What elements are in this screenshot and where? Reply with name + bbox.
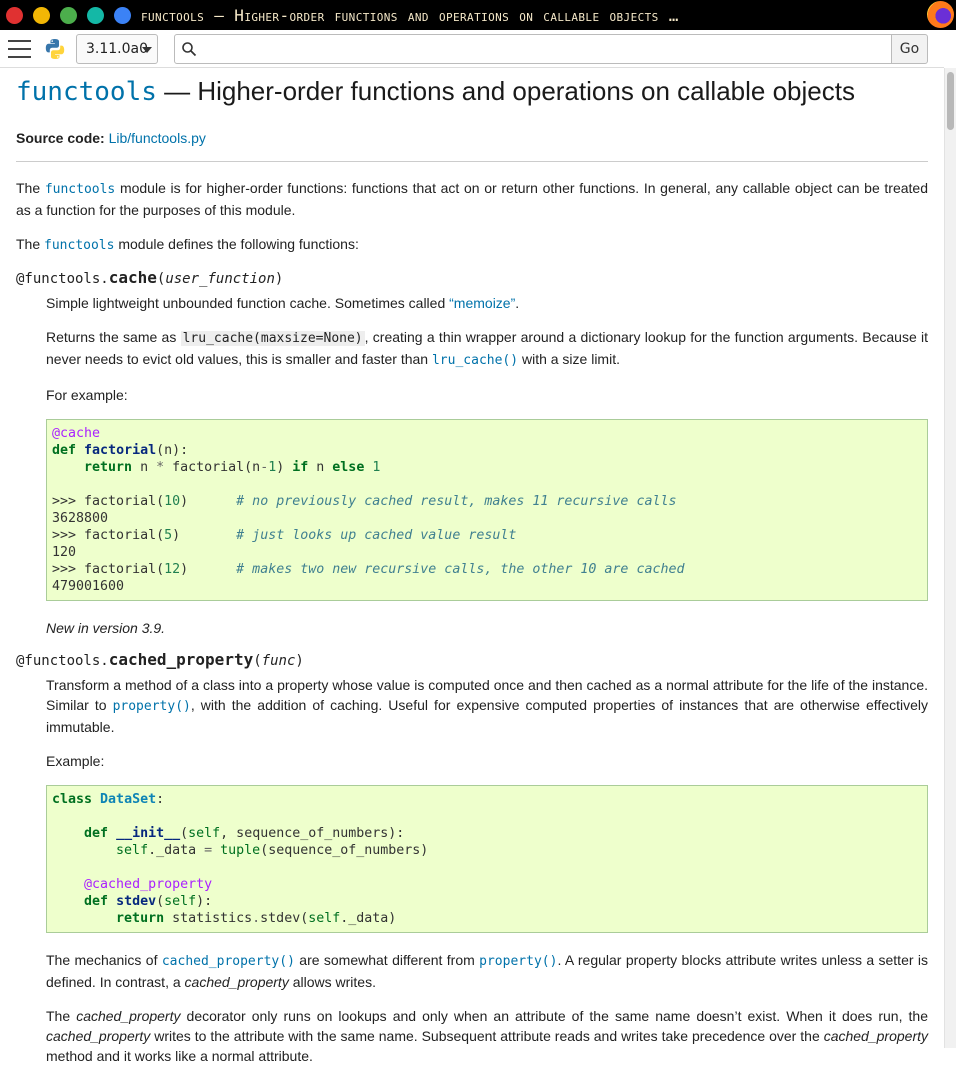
search-input[interactable] bbox=[174, 34, 892, 64]
window-control-teal[interactable] bbox=[87, 7, 104, 24]
scrollbar-thumb[interactable] bbox=[947, 72, 954, 130]
version-added-note: New in version 3.9. bbox=[46, 620, 166, 636]
version-select-value: 3.11.0a0 bbox=[86, 41, 149, 57]
page-title-module: functools bbox=[16, 77, 157, 107]
window-control-blue[interactable] bbox=[114, 7, 131, 24]
property-link[interactable]: property() bbox=[112, 699, 191, 714]
cache-desc-paragraph: Simple lightweight unbounded function cache. Sometimes called “memoize”. bbox=[46, 295, 520, 311]
cached-property-link[interactable]: cached_property() bbox=[161, 954, 295, 969]
cached-property-name: cached_property bbox=[108, 650, 254, 669]
source-code-label: Source code: bbox=[16, 130, 105, 146]
page-title-text: — Higher-order functions and operations on callable objects bbox=[156, 76, 855, 106]
cache-example-label: For example: bbox=[46, 387, 128, 403]
lru-cache-link[interactable]: lru_cache() bbox=[431, 353, 519, 368]
search-go-button[interactable]: Go bbox=[891, 34, 928, 64]
chevron-down-icon bbox=[142, 47, 152, 53]
property-link-2[interactable]: property() bbox=[479, 954, 558, 969]
hamburger-menu-icon[interactable] bbox=[8, 40, 31, 58]
page-title bbox=[16, 76, 928, 110]
maximize-window-button[interactable] bbox=[60, 7, 77, 24]
window-title: functools — Higher-order functions and operations on callable objects … bbox=[141, 5, 679, 25]
cache-description bbox=[46, 293, 928, 638]
functools-ref-link[interactable]: functools bbox=[44, 182, 116, 197]
cache-code-example: @cache def factorial(n): return n * factorial(n-1) if n else 1 >>> factorial(10) # no previously cached result, makes 11 recursive calls 3628800 >>> factorial(5) # just looks up cached value result 120 >>> factorial(12) # makes two new recursive calls, the other 10 are cached 479001600 bbox=[46, 419, 928, 601]
cache-function-name: cache bbox=[108, 268, 157, 287]
version-select[interactable] bbox=[76, 34, 158, 64]
functools-ref-link-2[interactable]: functools bbox=[44, 238, 115, 253]
intro-paragraph-1: The functools module is for higher-order functions: functions that act on or return other functions. In general, any callable object can be treated as a function for the purposes of this module. bbox=[16, 180, 928, 218]
python-logo-icon[interactable] bbox=[44, 38, 66, 60]
cached-property-paragraph-1: Transform a method of a class into a property whose value is computed once and then cached as a normal attribute for the life of the instance. Similar to property(), with the addition of caching. Useful for expensive computed properties of instances that are otherwise effectively immutable. bbox=[46, 677, 929, 735]
divider bbox=[16, 161, 928, 162]
minimize-window-button[interactable] bbox=[33, 7, 50, 24]
window-titlebar bbox=[0, 0, 956, 30]
intro-paragraph-2: The functools module defines the following functions: bbox=[16, 236, 359, 253]
cached-property-paragraph-2: The mechanics of cached_property() are somewhat different from property(). A regular property blocks attribute writes unless a setter is defined. In contrast, a cached_property allows writes. bbox=[46, 952, 928, 990]
cached-property-description bbox=[46, 675, 928, 1066]
memoize-link[interactable]: “memoize” bbox=[449, 295, 516, 311]
cached-property-code-example: class DataSet: def __init__(self, sequence_of_numbers): self._data = tuple(sequence_of_numbers) @cached_property def stdev(self): return statistics.stdev(self._data) bbox=[46, 785, 928, 933]
doc-content bbox=[16, 70, 928, 1080]
source-code-link[interactable]: Lib/functools.py bbox=[108, 130, 206, 146]
source-code-line bbox=[16, 130, 928, 146]
cache-detail-paragraph: Returns the same as lru_cache(maxsize=None) , creating a thin wrapper around a dictionary lookup for the function arguments. Because it never needs to evict old values, this is smaller and faster than lru_cache() with a size limit. bbox=[46, 329, 928, 368]
window-controls bbox=[0, 7, 131, 24]
search-icon bbox=[181, 41, 197, 57]
close-window-button[interactable] bbox=[6, 7, 23, 24]
cached-property-paragraph-3: The cached_property decorator only runs on lookups and only when an attribute of the same name doesn’t exist. When it does run, the cached_property writes to the attribute with the same name. Subsequent attribute reads and writes take precedence over the cached_property method and it works like a normal attribute. bbox=[46, 1008, 929, 1064]
cache-signature: @functools.cache(user_function) bbox=[16, 268, 284, 287]
docs-toolbar bbox=[0, 30, 944, 68]
cached-property-example-label: Example: bbox=[46, 753, 105, 769]
cached-property-signature: @functools.cached_property(func) bbox=[16, 650, 304, 669]
firefox-icon bbox=[927, 1, 954, 28]
page-scrollbar[interactable] bbox=[944, 68, 956, 1048]
